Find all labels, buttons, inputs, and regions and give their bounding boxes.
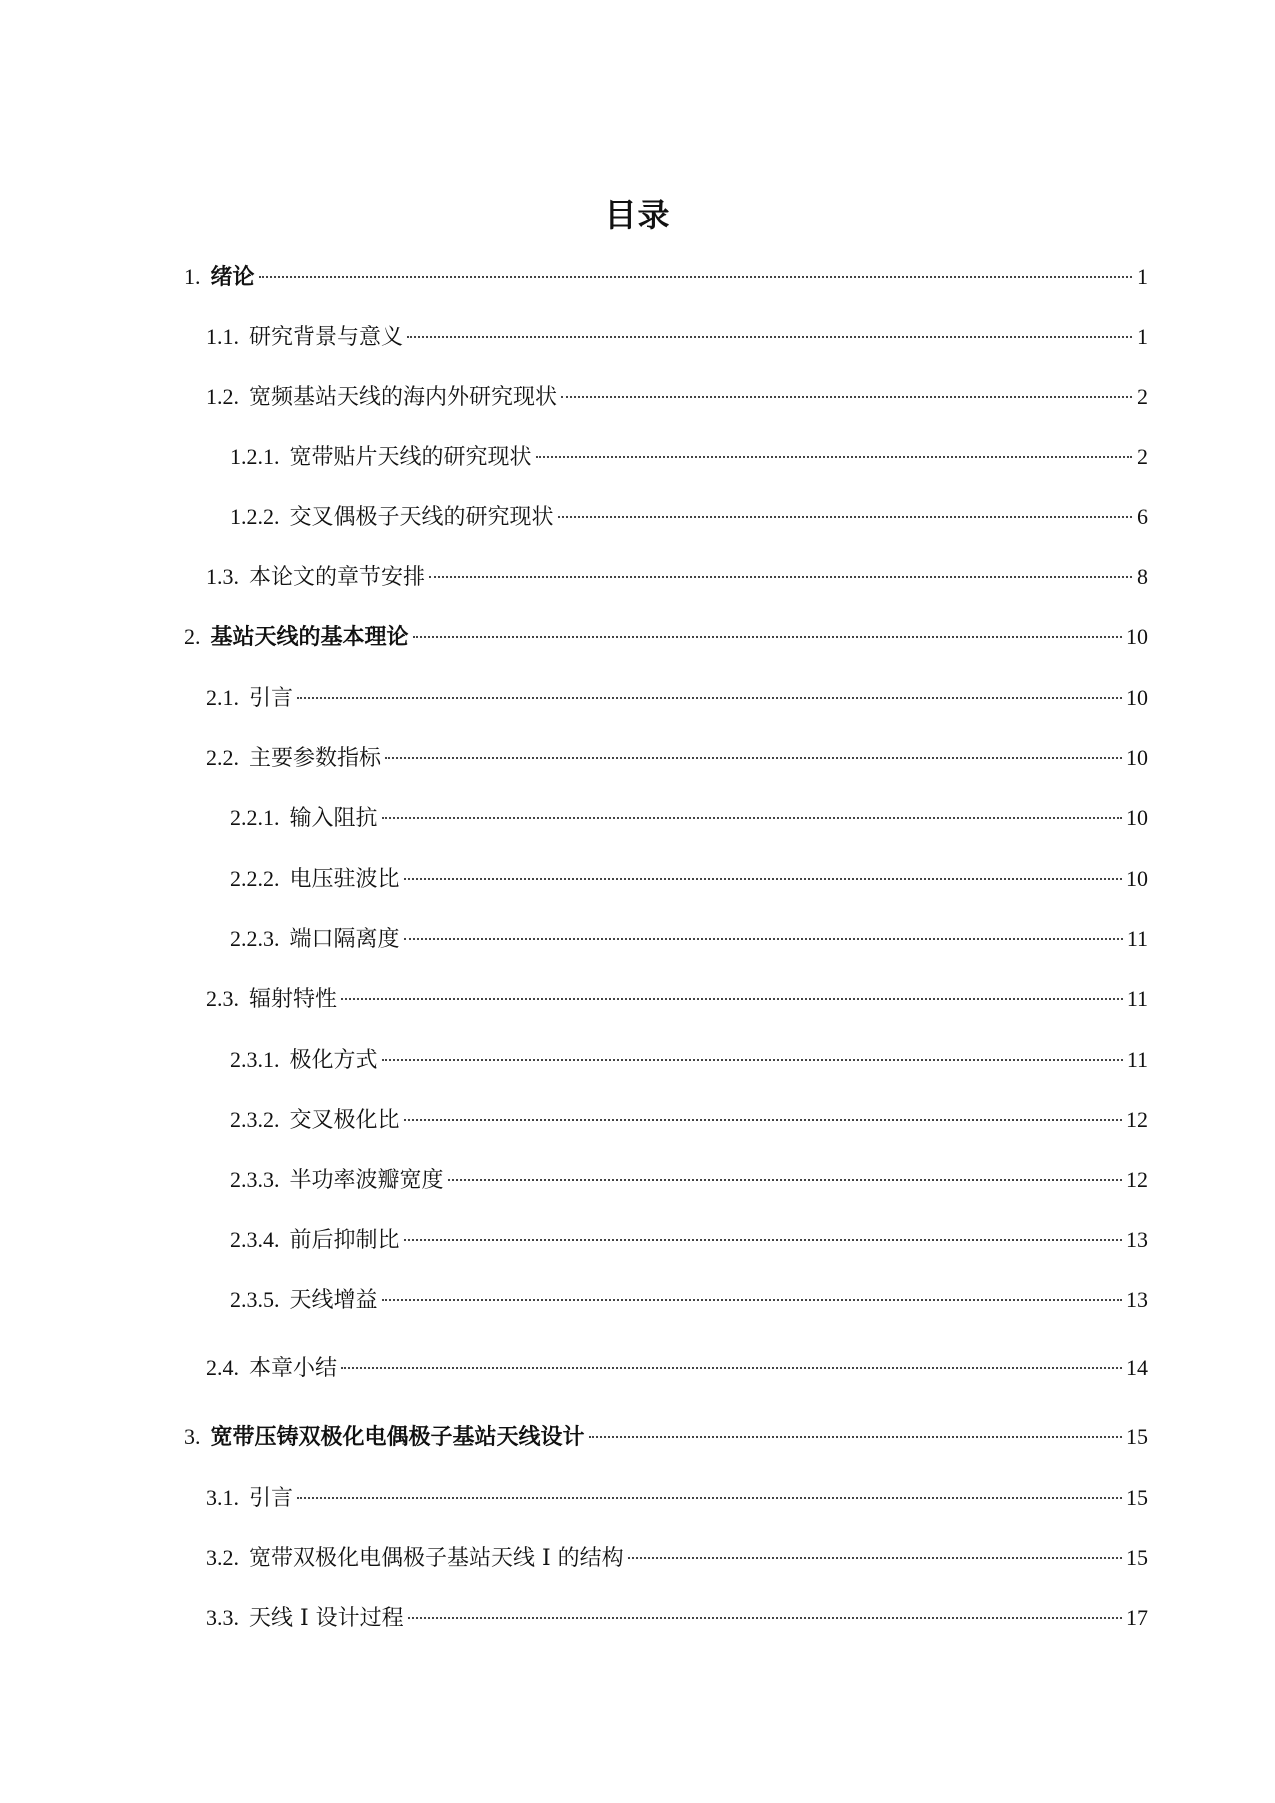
toc-page-number: 10 (1126, 624, 1148, 649)
toc-title: 电压驻波比 (289, 867, 400, 892)
toc-number: 2.3.5. (230, 1287, 280, 1312)
toc-number: 2.2.3. (230, 926, 280, 951)
toc-title: 辐射特性 (249, 987, 338, 1012)
toc-entry[interactable] (206, 683, 1148, 713)
dot-leader (413, 636, 1122, 638)
dot-leader (404, 1239, 1122, 1241)
dot-leader (407, 336, 1132, 338)
toc-title: 主要参数指标 (249, 746, 382, 771)
dot-leader (589, 1436, 1122, 1438)
dot-leader (536, 456, 1132, 458)
dot-leader (404, 878, 1122, 880)
toc-entry[interactable] (184, 622, 1148, 652)
toc-entry[interactable] (206, 1353, 1148, 1383)
dot-leader (628, 1557, 1122, 1559)
toc-entry[interactable] (206, 1483, 1148, 1513)
dot-leader (404, 938, 1123, 940)
toc-entry[interactable] (206, 984, 1148, 1014)
toc-title: 交叉极化比 (289, 1108, 400, 1133)
toc-number: 1. (184, 264, 201, 289)
toc-page-number: 11 (1126, 926, 1148, 951)
toc-number: 1.3. (206, 564, 239, 589)
toc-number: 3.1. (206, 1485, 239, 1510)
toc-title: 宽频基站天线的海内外研究现状 (249, 385, 558, 410)
toc-page-number: 10 (1126, 866, 1148, 891)
toc-page-number: 12 (1126, 1167, 1148, 1192)
toc-page-number: 11 (1126, 986, 1148, 1011)
toc-page-number: 6 (1137, 504, 1148, 529)
toc-page-number: 15 (1126, 1485, 1148, 1510)
toc-entry[interactable] (206, 562, 1148, 592)
toc-entry[interactable] (184, 262, 1148, 292)
toc-number: 2. (184, 624, 201, 649)
dot-leader (561, 396, 1132, 398)
toc-title: 半功率波瓣宽度 (289, 1168, 444, 1193)
toc-entry[interactable] (206, 322, 1148, 352)
toc-page-number: 10 (1126, 745, 1148, 770)
toc-title: 绪论 (210, 265, 255, 290)
toc-title: 研究背景与意义 (249, 325, 404, 350)
toc-title: 引言 (249, 686, 294, 711)
dot-leader (382, 1059, 1123, 1061)
toc-number: 1.2.2. (230, 504, 280, 529)
toc-number: 1.2.1. (230, 444, 280, 469)
toc-title: 端口隔离度 (289, 927, 400, 952)
toc-page-number: 10 (1126, 805, 1148, 830)
toc-number: 2.1. (206, 685, 239, 710)
page-title: 目录 (604, 196, 671, 234)
toc-number: 3.2. (206, 1545, 239, 1570)
dot-leader (429, 576, 1132, 578)
toc-entry[interactable] (230, 1285, 1148, 1315)
toc-number: 2.3. (206, 986, 239, 1011)
toc-entry[interactable] (230, 803, 1148, 833)
toc-title: 天线增益 (289, 1288, 378, 1313)
toc-page-number: 15 (1126, 1424, 1148, 1449)
toc-title: 宽带双极化电偶极子基站天线 I 的结构 (249, 1546, 624, 1571)
toc-page-number: 15 (1126, 1545, 1148, 1570)
toc-page-number: 17 (1126, 1605, 1148, 1630)
toc-entry[interactable] (230, 442, 1148, 472)
toc-entry[interactable] (230, 924, 1148, 954)
toc-page-number: 2 (1137, 444, 1148, 469)
dot-leader (404, 1119, 1122, 1121)
toc-page-number: 1 (1137, 264, 1148, 289)
toc-entry[interactable] (230, 864, 1148, 894)
dot-leader (297, 1497, 1122, 1499)
dot-leader (297, 697, 1122, 699)
dot-leader (408, 1617, 1122, 1619)
toc-page-number: 8 (1137, 564, 1148, 589)
toc-entry[interactable] (206, 1543, 1148, 1573)
dot-leader (259, 276, 1132, 278)
dot-leader (341, 1367, 1122, 1369)
toc-entry[interactable] (206, 743, 1148, 773)
toc-entry[interactable] (230, 1225, 1148, 1255)
toc-entry[interactable] (184, 1422, 1148, 1452)
toc-number: 2.3.2. (230, 1107, 280, 1132)
toc-title: 天线 I 设计过程 (249, 1606, 404, 1631)
toc-number: 3. (184, 1424, 201, 1449)
toc-number: 2.2.1. (230, 805, 280, 830)
toc-page-number: 14 (1126, 1355, 1148, 1380)
toc-page-number: 13 (1126, 1287, 1148, 1312)
dot-leader (382, 817, 1122, 819)
toc-entry[interactable] (230, 1045, 1148, 1075)
toc-title: 宽带贴片天线的研究现状 (289, 445, 532, 470)
toc-number: 2.4. (206, 1355, 239, 1380)
dot-leader (382, 1299, 1122, 1301)
toc-title: 宽带压铸双极化电偶极子基站天线设计 (210, 1425, 585, 1450)
toc-number: 3.3. (206, 1605, 239, 1630)
toc-page-number: 1 (1137, 324, 1148, 349)
toc-entry[interactable] (206, 1603, 1148, 1633)
toc-number: 2.2.2. (230, 866, 280, 891)
toc-page-number: 10 (1126, 685, 1148, 710)
toc-number: 1.2. (206, 384, 239, 409)
toc-entry[interactable] (230, 1165, 1148, 1195)
toc-title: 基站天线的基本理论 (210, 625, 409, 650)
toc-page-number: 12 (1126, 1107, 1148, 1132)
dot-leader (448, 1179, 1122, 1181)
toc-number: 2.3.1. (230, 1047, 280, 1072)
toc-title: 前后抑制比 (289, 1228, 400, 1253)
dot-leader (558, 516, 1132, 518)
toc-number: 2.3.3. (230, 1167, 280, 1192)
toc-entry[interactable] (230, 502, 1148, 532)
toc-page-number: 13 (1126, 1227, 1148, 1252)
toc-page-number: 2 (1137, 384, 1148, 409)
toc-entry[interactable] (206, 382, 1148, 412)
toc-title: 本章小结 (249, 1356, 338, 1381)
toc-number: 2.2. (206, 745, 239, 770)
toc-page-number: 11 (1126, 1047, 1148, 1072)
dot-leader (341, 998, 1123, 1000)
toc-title: 输入阻抗 (289, 806, 378, 831)
toc-title: 交叉偶极子天线的研究现状 (289, 505, 554, 530)
toc-number: 2.3.4. (230, 1227, 280, 1252)
dot-leader (385, 757, 1122, 759)
toc-title: 本论文的章节安排 (249, 565, 426, 590)
toc-title: 引言 (249, 1486, 294, 1511)
toc-number: 1.1. (206, 324, 239, 349)
toc-title: 极化方式 (289, 1048, 378, 1073)
toc-entry[interactable] (230, 1105, 1148, 1135)
